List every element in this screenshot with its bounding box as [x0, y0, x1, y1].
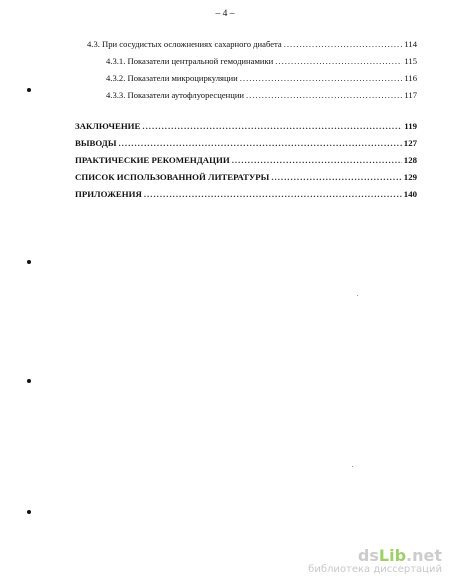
watermark-logo-net: .net [406, 546, 442, 565]
toc-entry-page: 119 [404, 121, 417, 131]
binder-hole-mark [27, 88, 31, 92]
toc-entry-page: 140 [403, 189, 417, 199]
toc-entry-title: 4.3.2. Показатели микроциркуляции [106, 73, 238, 83]
toc-leader-dots [271, 172, 401, 183]
toc-entry-title: ПРАКТИЧЕСКИЕ РЕКОМЕНДАЦИИ [75, 155, 230, 165]
binder-hole-mark [27, 510, 31, 514]
toc-entry-appendices [75, 189, 417, 200]
toc-entry-title: ПРИЛОЖЕНИЯ [75, 189, 142, 199]
toc-entry-title: ВЫВОДЫ [75, 138, 117, 148]
page-number: – 4 – [215, 9, 235, 19]
toc-leader-dots [240, 73, 403, 84]
toc-entry-page: 116 [404, 73, 417, 83]
toc-entry-title: 4.3. При сосудистых осложнениях сахарного диабета [87, 39, 282, 49]
toc-leader-dots [118, 138, 401, 149]
toc-entry-page: 114 [404, 39, 417, 49]
toc-leader-dots [275, 56, 402, 67]
toc-leader-dots [144, 189, 402, 200]
binder-hole-mark [27, 260, 31, 264]
toc-leader-dots [284, 39, 403, 50]
toc-leader-dots [142, 121, 402, 132]
toc-entry-findings [75, 138, 417, 149]
toc-leader-dots [246, 90, 402, 101]
binder-hole-mark [27, 379, 31, 383]
toc-leader-dots [232, 155, 402, 166]
toc-entry-title: 4.3.3. Показатели аутофлуоресценции [106, 90, 245, 100]
watermark-logo [308, 547, 442, 564]
toc-entry-page: 115 [404, 56, 417, 66]
watermark [308, 547, 442, 576]
toc-entry-4-3-3 [106, 90, 417, 101]
toc-entry-conclusion [75, 121, 417, 132]
toc-entry-page: 127 [403, 138, 417, 148]
toc-entry-page: 117 [404, 90, 417, 100]
toc-entry-4-3 [87, 39, 417, 50]
toc-entry-references [75, 172, 417, 183]
toc-entry-recommendations [75, 155, 417, 166]
toc-entry-4-3-2 [106, 73, 417, 84]
toc-entry-page: 129 [403, 172, 417, 182]
watermark-logo-ds: ds [357, 546, 379, 565]
toc-entry-title: 4.3.1. Показатели центральной гемодинамики [106, 56, 274, 66]
watermark-subtitle: библиотека диссертаций [308, 564, 442, 575]
scan-speck [352, 466, 353, 467]
toc-entry-4-3-1 [106, 56, 417, 67]
toc-entry-page: 128 [403, 155, 417, 165]
toc-entry-title: ЗАКЛЮЧЕНИЕ [75, 121, 141, 131]
toc-entry-title: СПИСОК ИСПОЛЬЗОВАННОЙ ЛИТЕРАТУРЫ [75, 172, 270, 182]
watermark-logo-lib: Lib [378, 546, 407, 565]
scan-speck [357, 295, 358, 296]
